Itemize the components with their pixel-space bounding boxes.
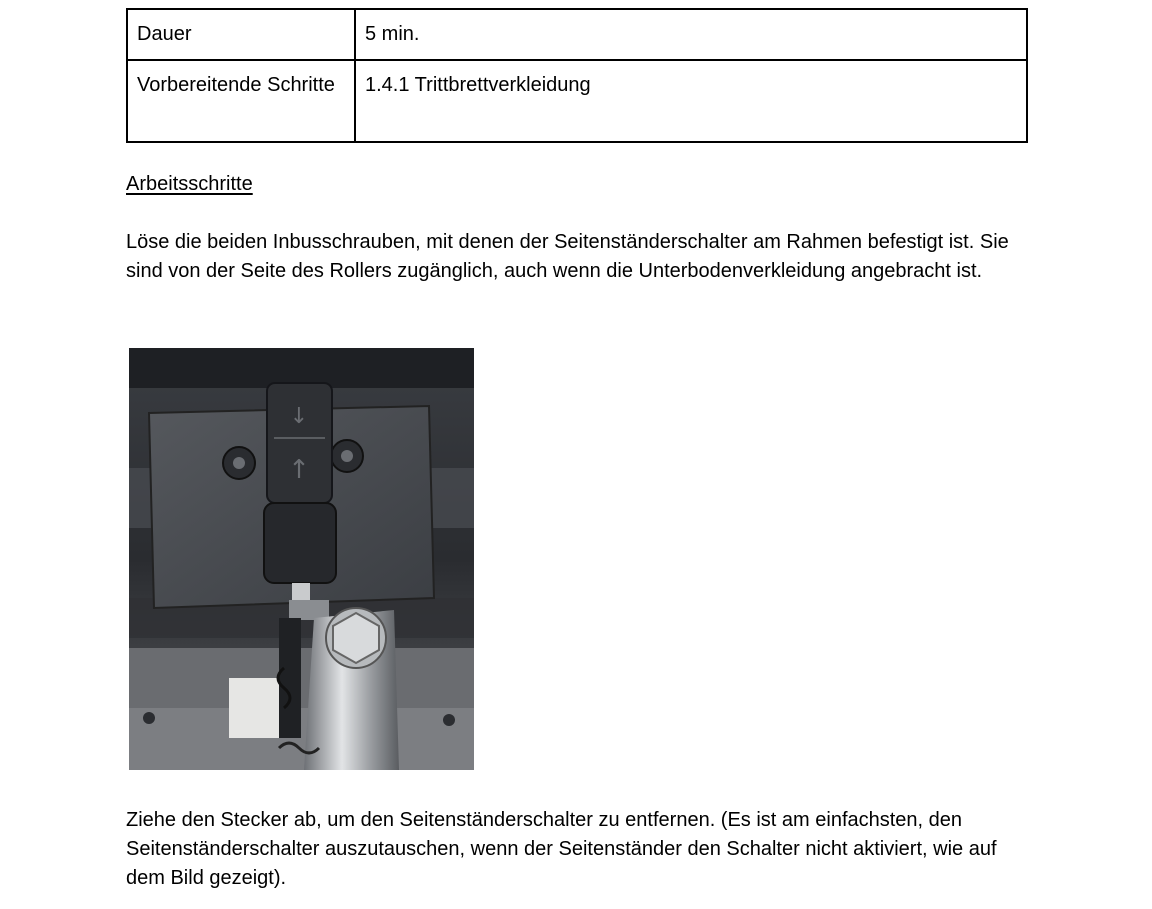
table-row xyxy=(127,60,1027,142)
section-heading: Arbeitsschritte xyxy=(126,173,253,195)
table-key-cell: Vorbereitende Schritte xyxy=(127,60,355,142)
table-value-cell: 5 min. xyxy=(355,9,1027,60)
side-stand-switch-photo xyxy=(129,348,474,770)
table-row xyxy=(127,9,1027,60)
instruction-paragraph: Löse die beiden Inbusschrauben, mit denen der Seitenständerschalter am Rahmen befestigt ist. Sie sind von der Seite des Rollers zugänglich, auch wenn die Unterbodenverkleidung angebracht ist. xyxy=(126,231,1009,282)
instruction-paragraph: Ziehe den Stecker ab, um den Seitenständerschalter zu entfernen. (Es ist am einfachsten, den Seitenständerschalter auszutauschen, wenn der Seitenständer den Schalter nicht aktiviert, wie auf dem Bild gezeigt). xyxy=(126,809,997,889)
document-page xyxy=(126,8,1028,889)
svg-text:↓: ↓ xyxy=(289,404,309,429)
table-value-cell: 1.4.1 Trittbrettverkleidung xyxy=(355,60,1027,142)
table-key-cell: Dauer xyxy=(127,9,355,60)
svg-text:↑: ↑ xyxy=(288,455,310,485)
step-info-table xyxy=(126,8,1028,143)
photo-illustration xyxy=(129,348,474,770)
